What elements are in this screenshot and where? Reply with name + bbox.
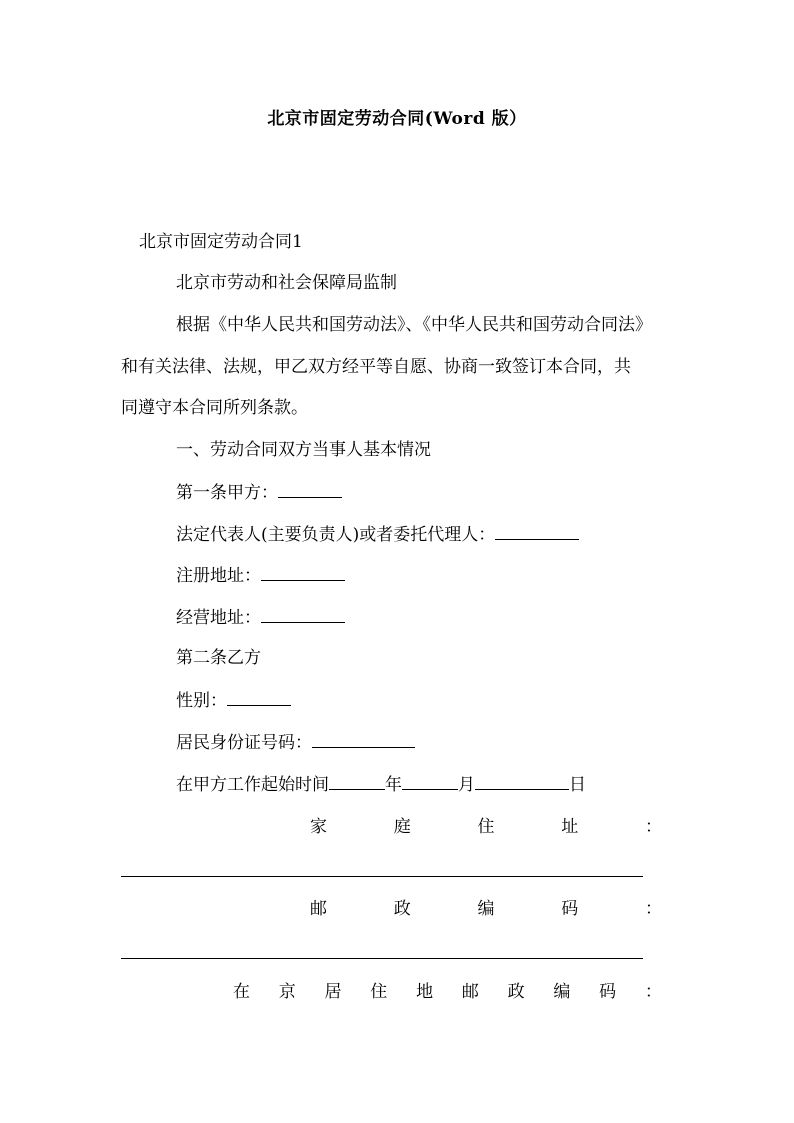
start-time-row: [176, 773, 586, 796]
beijing-postal-label: [233, 981, 662, 1003]
legal-rep-row: [176, 523, 579, 546]
party-b-heading: 第二条乙方: [176, 648, 261, 668]
party-a-label: 第一条甲方：: [176, 483, 278, 503]
contract-heading: 北京市固定劳动合同1: [139, 232, 303, 252]
reg-address-row: [176, 564, 345, 587]
gender-blank[interactable]: [227, 689, 291, 706]
postal-code-char: 码: [561, 899, 579, 919]
month-label: 月: [458, 775, 475, 795]
year-blank[interactable]: [329, 773, 385, 790]
year-label: 年: [385, 775, 402, 795]
home-address-char: 庭: [393, 817, 411, 837]
home-address-char: 家: [310, 817, 327, 837]
day-blank[interactable]: [475, 773, 569, 790]
biz-address-blank[interactable]: [261, 606, 345, 623]
beijing-postal-char: 京: [278, 982, 296, 1002]
biz-address-label: 经营地址：: [176, 608, 261, 628]
beijing-postal-char: ：: [644, 982, 662, 1002]
beijing-postal-char: 住: [370, 982, 388, 1002]
postal-code-char: ：: [645, 899, 662, 919]
beijing-postal-char: 码: [599, 982, 617, 1002]
beijing-postal-char: 政: [507, 982, 525, 1002]
legal-rep-label: 法定代表人(主要负责人)或者委托代理人：: [176, 525, 496, 545]
home-address-char: 住: [477, 817, 495, 837]
postal-code-char: 邮: [310, 899, 327, 919]
postal-code-char: 编: [477, 899, 495, 919]
home-address-blank[interactable]: [121, 876, 643, 877]
id-number-label: 居民身份证号码：: [176, 733, 312, 753]
supervisor-line: 北京市劳动和社会保障局监制: [176, 273, 397, 293]
day-label: 日: [569, 775, 586, 795]
postal-code-blank[interactable]: [121, 958, 643, 959]
beijing-postal-char: 在: [233, 982, 250, 1002]
home-address-char: ：: [645, 817, 662, 837]
reg-address-label: 注册地址：: [176, 566, 261, 586]
beijing-postal-char: 邮: [461, 982, 479, 1002]
month-blank[interactable]: [402, 773, 458, 790]
home-address-label: [310, 816, 662, 838]
section-heading: 一、劳动合同双方当事人基本情况: [176, 440, 431, 460]
gender-label: 性别：: [176, 691, 227, 711]
start-time-label: 在甲方工作起始时间: [176, 775, 329, 795]
document-title: 北京市固定劳动合同(Word 版）: [267, 109, 527, 129]
intro-line-3: 同遵守本合同所列条款。: [121, 398, 308, 418]
home-address-char: 址: [561, 817, 579, 837]
postal-code-char: 政: [393, 899, 411, 919]
party-a-row: [176, 481, 342, 504]
intro-line-1: 根据《中华人民共和国劳动法》、《中华人民共和国劳动合同法》: [176, 315, 652, 335]
id-number-blank[interactable]: [312, 731, 415, 748]
beijing-postal-char: 居: [324, 982, 342, 1002]
intro-line-2: 和有关法律、法规，甲乙双方经平等自愿、协商一致签订本合同，共: [121, 357, 631, 377]
reg-address-blank[interactable]: [261, 564, 345, 581]
party-a-blank[interactable]: [278, 481, 342, 498]
beijing-postal-char: 地: [416, 982, 434, 1002]
postal-code-label: [310, 898, 662, 920]
id-number-row: [176, 731, 415, 754]
gender-row: [176, 689, 291, 712]
legal-rep-blank[interactable]: [495, 523, 579, 540]
beijing-postal-char: 编: [553, 982, 571, 1002]
biz-address-row: [176, 606, 345, 629]
